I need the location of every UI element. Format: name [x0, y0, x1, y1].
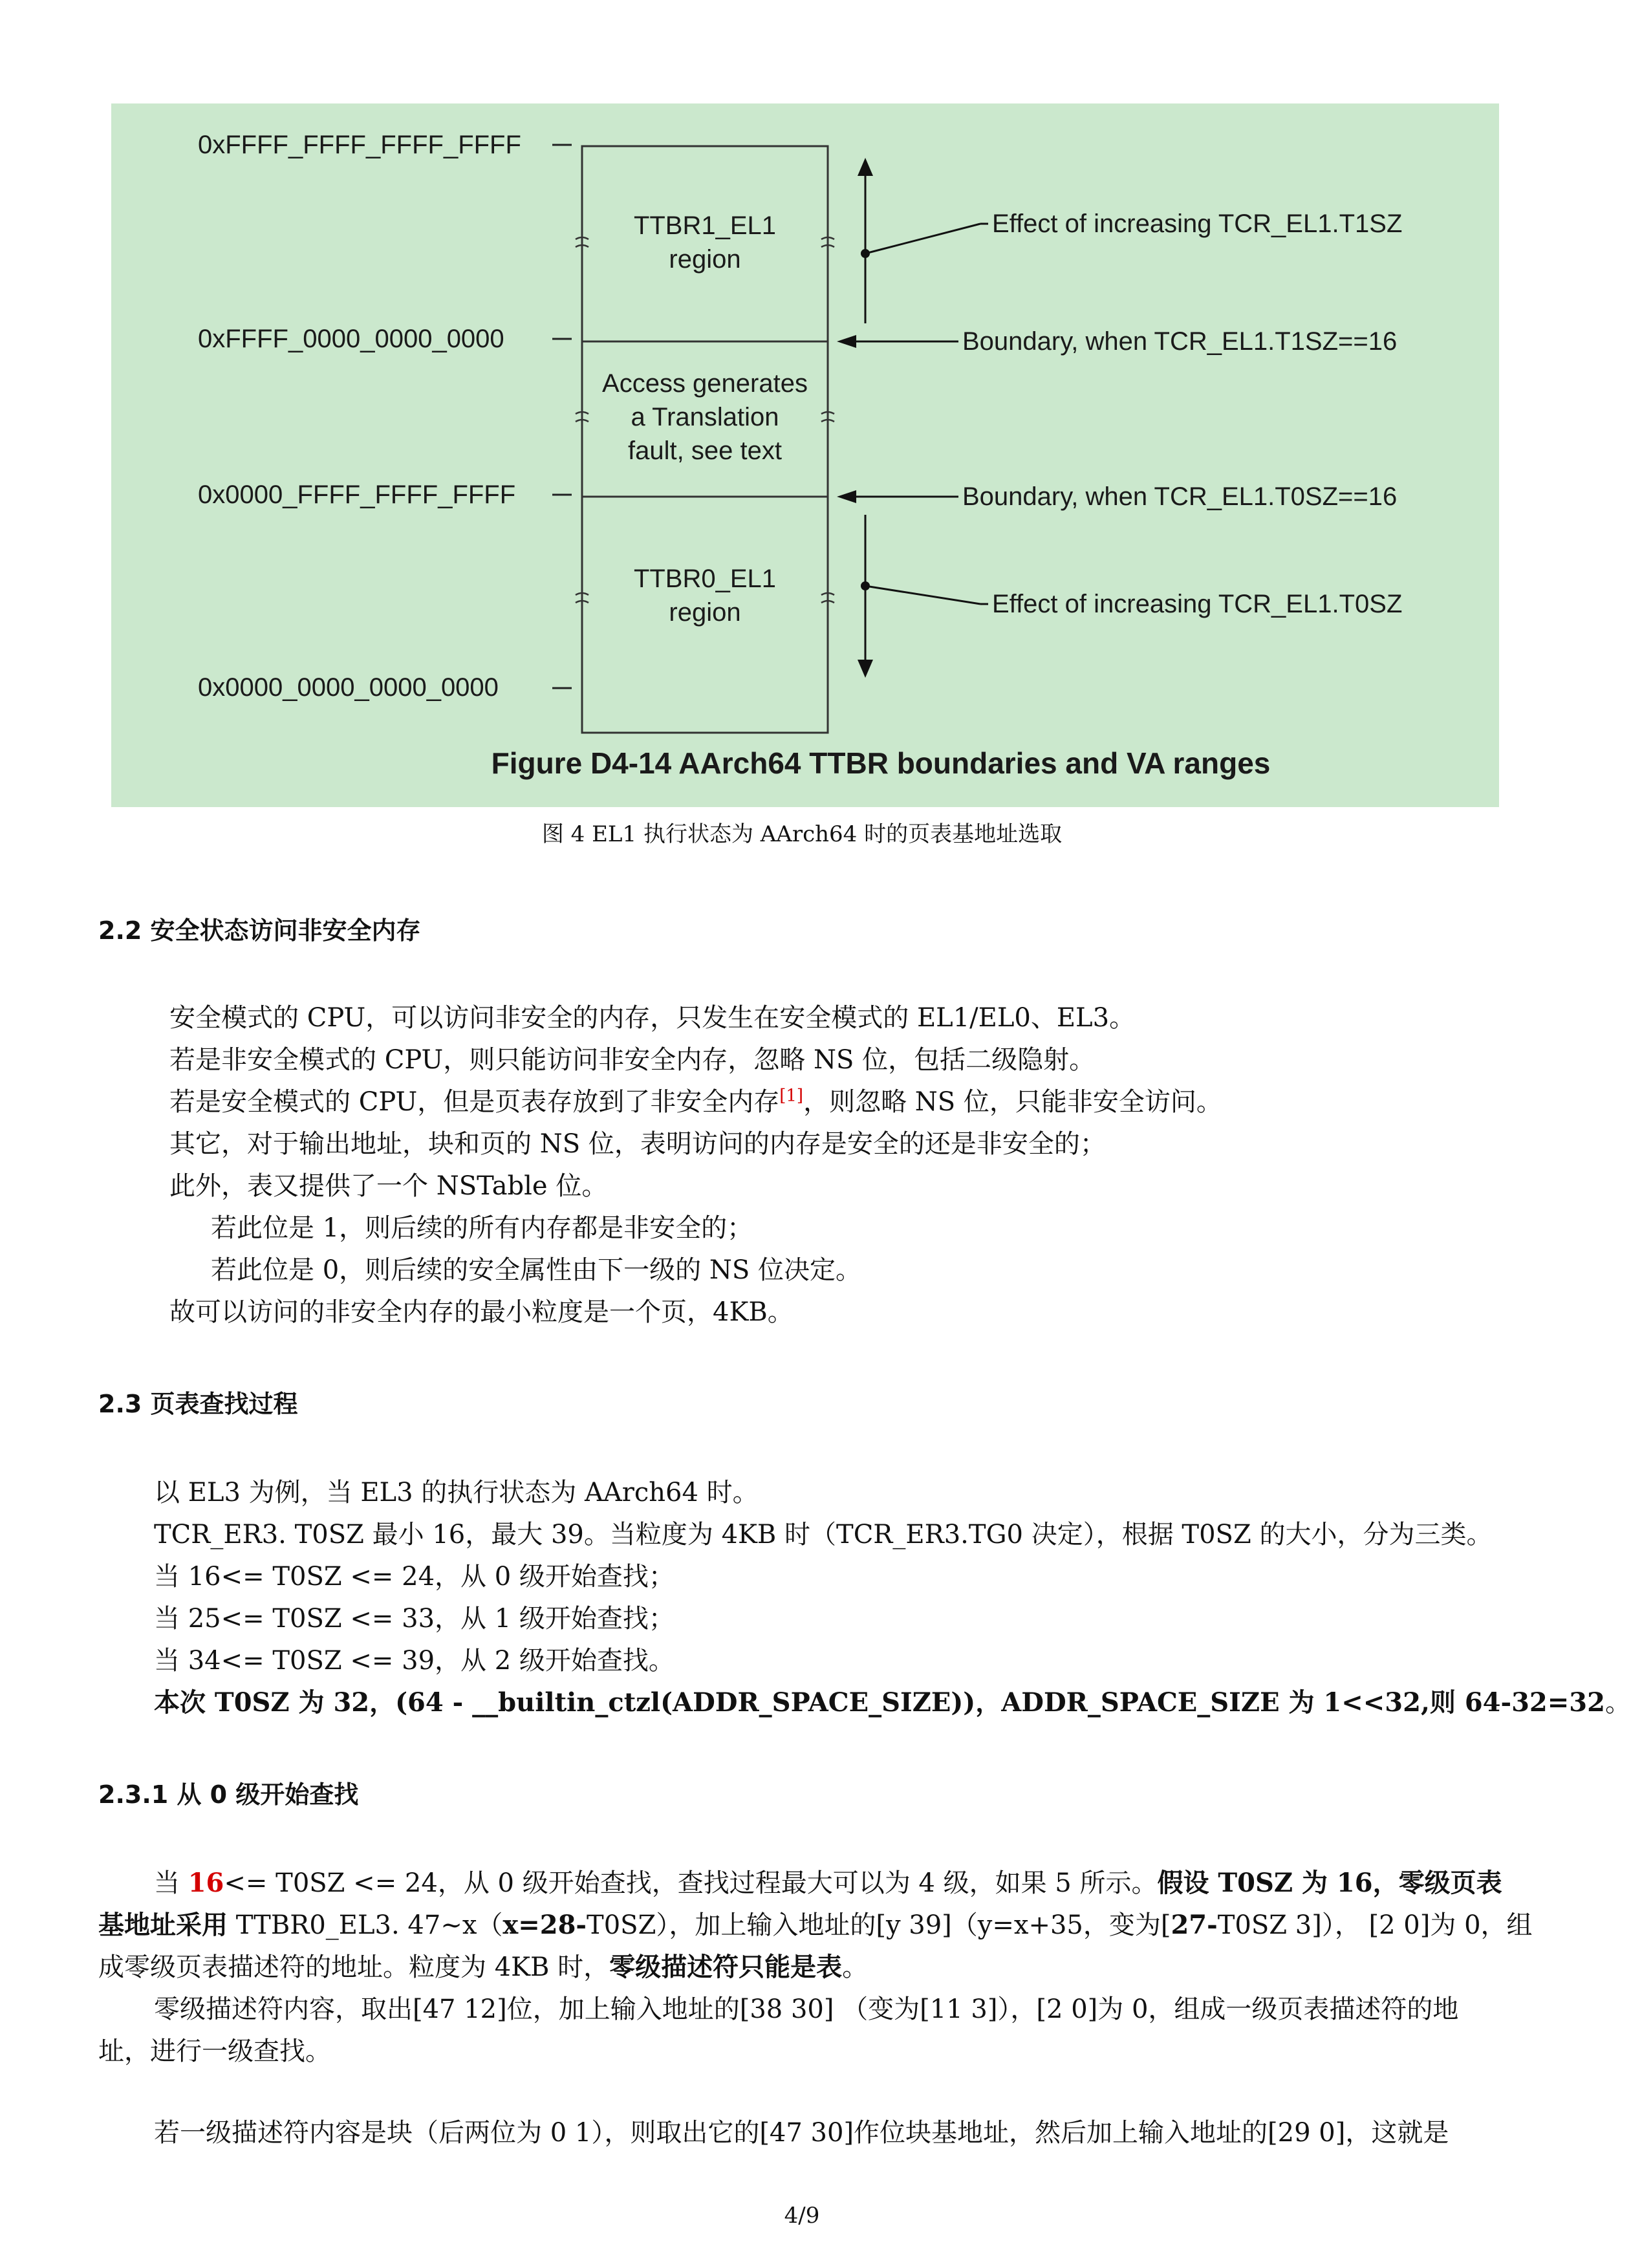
sec23-line-2: TCR_ER3. T0SZ 最小 16，最大 39。当粒度为 4KB 时（TCR_ER3.TG0 决定），根据 T0SZ 的大小，分为三类。 — [154, 1520, 1493, 1550]
sec23-line-4: 当 25<= T0SZ <= 33，从 1 级开始查找； — [154, 1604, 675, 1634]
region-top-line1: TTBR1_EL1 — [633, 211, 777, 240]
highlight-value-16: 16 — [188, 1868, 224, 1898]
sec231-line-1-bold: 假设 T0SZ 为 16，零级页表 — [1157, 1868, 1502, 1898]
effect-arrows — [858, 158, 873, 678]
sec231-line-3-bold: 零级描述符只能是表 — [609, 1952, 843, 1982]
figure-caption: 图 4 EL1 执行状态为 AArch64 时的页表基地址选取 — [541, 821, 1063, 847]
sec231-line-2-bold: 基地址采用 — [98, 1910, 228, 1940]
sec231-line-6: 若一级描述符内容是块（后两位为 0 1），则取出它的[47 30]作位块基地址，然后加上输入地址的[29 0]，这就是 — [154, 2118, 1449, 2148]
address-label-t0-boundary: 0x0000_FFFF_FFFF_FFFF — [198, 481, 516, 509]
sec231-line-3 — [98, 1947, 868, 1983]
region-mid-line2: a Translation — [631, 403, 779, 431]
sec231-line-1-a: 当 — [154, 1868, 188, 1898]
sec23-line-6 — [154, 1682, 1631, 1719]
address-label-bottom: 0x0000_0000_0000_0000 — [198, 673, 499, 702]
sec231-line-5: 址，进行一级查找。 — [98, 2036, 331, 2066]
address-ticks — [552, 145, 572, 688]
sec23-line-5: 当 34<= T0SZ <= 39，从 2 级开始查找。 — [154, 1646, 675, 1676]
section-heading-2-2: 2.2 安全状态访问非安全内存 — [98, 916, 421, 945]
sec23-line-6-end: 。 — [1604, 1688, 1631, 1718]
region-mid-line1: Access generates — [602, 369, 808, 398]
sec231-line-4: 零级描述符内容，取出[47 12]位，加上输入地址的[38 30] （变为[11 3]），[2 0]为 0，组成一级页表描述符的地 — [154, 1994, 1459, 2024]
sec231-line-2-a: TTBR0_EL3. 47~x（ — [228, 1910, 503, 1940]
sec22-line-2: 若是非安全模式的 CPU，则只能访问非安全内存，忽略 NS 位，包括二级隐射。 — [169, 1045, 1096, 1075]
sec22-line-1: 安全模式的 CPU，可以访问非安全的内存，只发生在安全模式的 EL1/EL0、EL3。 — [169, 1003, 1136, 1033]
sec231-line-3-a: 成零级页表描述符的地址。粒度为 4KB 时， — [98, 1952, 610, 1982]
sec23-line-6-bold: 本次 T0SZ 为 32，(64 - __builtin_ctzl(ADDR_SPACE_SIZE))，ADDR_SPACE_SIZE 为 1<<32,则 64-32=32 — [154, 1687, 1605, 1718]
sec22-line-8: 故可以访问的非安全内存的最小粒度是一个页，4KB。 — [169, 1297, 794, 1327]
label-t0-effect: Effect of increasing TCR_EL1.T0SZ — [992, 590, 1403, 618]
sec231-line-2-bold2: x=28- — [502, 1910, 587, 1940]
sec22-line-3-text-end: ，则忽略 NS 位，只能非安全访问。 — [803, 1087, 1222, 1117]
sec231-line-2-b: T0SZ），加上输入地址的[y 39]（y=x+35，变为[ — [587, 1910, 1171, 1940]
sec22-line-7: 若此位是 0，则后续的安全属性由下一级的 NS 位决定。 — [211, 1255, 861, 1285]
page-number: 4/9 — [784, 2203, 820, 2229]
sec22-line-5: 此外，表又提供了一个 NSTable 位。 — [169, 1171, 608, 1201]
sec231-line-1 — [154, 1863, 1502, 1899]
label-t0-boundary: Boundary, when TCR_EL1.T0SZ==16 — [962, 482, 1398, 511]
sec22-line-6: 若此位是 1，则后续的所有内存都是非安全的； — [211, 1213, 753, 1243]
region-mid-line3: fault, see text — [628, 437, 782, 465]
label-t1-boundary: Boundary, when TCR_EL1.T1SZ==16 — [962, 327, 1398, 356]
label-t1-effect: Effect of increasing TCR_EL1.T1SZ — [992, 210, 1403, 238]
figure-diagram — [111, 103, 1499, 807]
sec231-line-3-b: 。 — [842, 1952, 869, 1982]
figure-title: Figure D4-14 AArch64 TTBR boundaries and VA ranges — [491, 746, 1271, 780]
region-bottom-line2: region — [669, 598, 741, 627]
sec22-line-4: 其它，对于输出地址，块和页的 NS 位，表明访问的内存是安全的还是非安全的； — [169, 1129, 1106, 1159]
sec231-line-1-b: <= T0SZ <= 24，从 0 级开始查找，查找过程最大可以为 4 级，如果 5 所示。 — [224, 1868, 1158, 1898]
region-top-line2: region — [669, 245, 741, 274]
sec231-line-2-c: T0SZ 3]）， [2 0]为 0，组 — [1217, 1910, 1533, 1940]
sec231-line-2 — [98, 1905, 1533, 1941]
address-label-top: 0xFFFF_FFFF_FFFF_FFFF — [198, 131, 521, 159]
sec22-line-3-text: 若是安全模式的 CPU，但是页表存放到了非安全内存 — [169, 1087, 780, 1117]
address-label-t1-boundary: 0xFFFF_0000_0000_0000 — [198, 325, 504, 353]
sec22-line-3 — [169, 1081, 1222, 1118]
section-heading-2-3-1: 2.3.1 从 0 级开始查找 — [98, 1780, 359, 1809]
sec23-line-3: 当 16<= T0SZ <= 24，从 0 级开始查找； — [154, 1562, 675, 1592]
section-heading-2-3: 2.3 页表查找过程 — [98, 1390, 298, 1418]
sec23-line-1: 以 EL3 为例，当 EL3 的执行状态为 AArch64 时。 — [154, 1478, 759, 1507]
figure-ttbr-boundaries — [111, 103, 1499, 807]
region-bottom-line1: TTBR0_EL1 — [633, 565, 777, 593]
label-pointers — [837, 224, 988, 604]
footnote-ref-1[interactable]: [1] — [779, 1086, 804, 1106]
sec231-line-2-bold3: 27- — [1171, 1910, 1218, 1940]
